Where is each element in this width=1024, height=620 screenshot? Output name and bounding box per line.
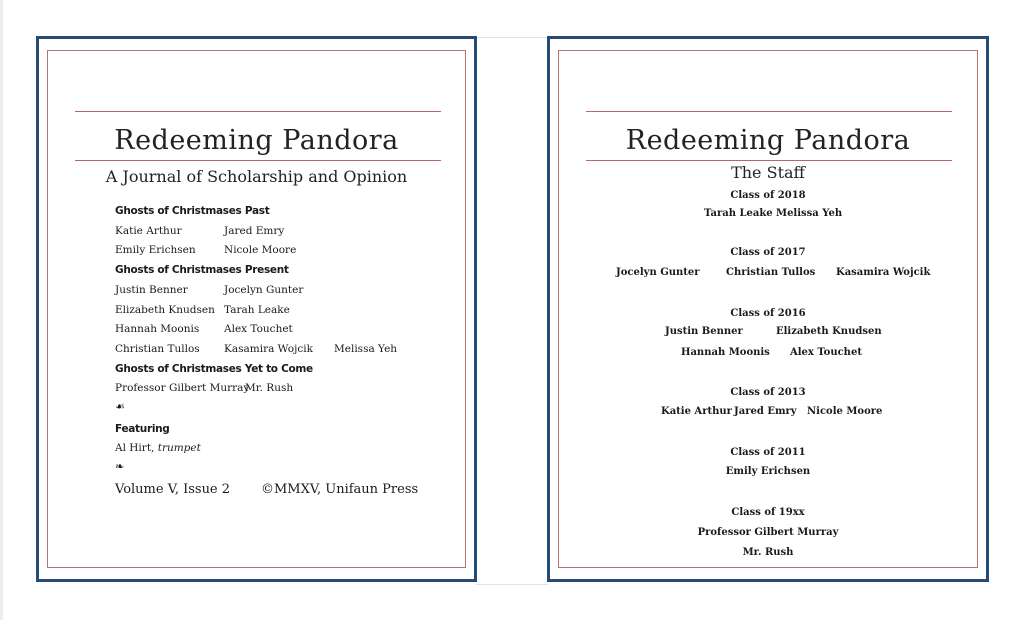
right-page[interactable]	[547, 36, 989, 582]
staff-name: Melissa Yeh	[776, 208, 843, 219]
ornament-icon: ❧	[115, 460, 125, 473]
staff-name: Jared Emry	[734, 406, 797, 417]
name-text: Tarah Leake	[224, 304, 290, 316]
name-text: Professor Gilbert Murray	[115, 382, 250, 394]
left-page[interactable]	[36, 36, 477, 582]
featured-instrument: trumpet	[157, 442, 201, 454]
name-text: Jared Emry	[224, 225, 285, 237]
section-heading-past: Ghosts of Christmases Past	[115, 205, 270, 217]
section-heading-featuring: Featuring	[115, 423, 170, 435]
copyright: ©MMXV, Unifaun Press	[261, 482, 419, 497]
name-text: Justin Benner	[115, 284, 188, 296]
class-label: Class of 2018	[730, 190, 806, 201]
name-text: Jocelyn Gunter	[224, 284, 304, 296]
section-heading-future: Ghosts of Christmases Yet to Come	[115, 363, 313, 375]
page-gutter	[476, 37, 548, 585]
name-text: Nicole Moore	[224, 244, 297, 256]
staff-name: Justin Benner	[665, 326, 743, 337]
staff-name: Hannah Moonis	[681, 347, 770, 358]
name-text: Kasamira Wojcik	[224, 343, 313, 355]
name-text: Katie Arthur	[115, 225, 182, 237]
staff-name: Professor Gilbert Murray	[697, 527, 839, 538]
class-label: Class of 19xx	[731, 507, 805, 518]
page-title: Redeeming Pandora	[114, 125, 399, 156]
title-top-rule	[75, 111, 441, 112]
title-bottom-rule	[75, 160, 441, 161]
page-title: Redeeming Pandora	[625, 125, 911, 156]
title-bottom-rule	[586, 160, 952, 161]
name-text: Hannah Moonis	[115, 323, 200, 335]
name-text: Mr. Rush	[245, 382, 294, 394]
staff-name: Emily Erichsen	[725, 466, 811, 477]
class-label: Class of 2011	[730, 447, 806, 458]
name-text: Alex Touchet	[224, 323, 293, 335]
section-heading-present: Ghosts of Christmases Present	[115, 264, 289, 276]
staff-name: Mr. Rush	[742, 547, 794, 558]
staff-name: Elizabeth Knudsen	[776, 326, 882, 337]
staff-name: Nicole Moore	[807, 406, 883, 417]
title-top-rule	[586, 111, 952, 112]
staff-name: Kasamira Wojcik	[836, 267, 931, 278]
staff-name: Katie Arthur	[661, 406, 732, 417]
name-text: Melissa Yeh	[334, 343, 398, 355]
staff-name: Alex Touchet	[790, 347, 862, 358]
volume-issue: Volume V, Issue 2	[115, 482, 231, 497]
ornament-icon: ☙	[115, 400, 125, 413]
staff-name: Tarah Leake	[704, 208, 773, 219]
name-text: Emily Erichsen	[115, 244, 196, 256]
class-label: Class of 2013	[730, 387, 806, 398]
staff-name: Jocelyn Gunter	[616, 267, 700, 278]
name-text: Elizabeth Knudsen	[115, 304, 215, 316]
page-subtitle: A Journal of Scholarship and Opinion	[105, 167, 408, 186]
staff-name: Christian Tullos	[726, 267, 816, 278]
class-label: Class of 2016	[730, 308, 806, 319]
window-edge	[0, 0, 3, 620]
name-text: Christian Tullos	[115, 343, 200, 355]
class-label: Class of 2017	[730, 247, 806, 258]
featured-performer	[115, 442, 201, 454]
page-subtitle: The Staff	[731, 163, 805, 182]
featured-name: Al Hirt,	[115, 442, 155, 454]
